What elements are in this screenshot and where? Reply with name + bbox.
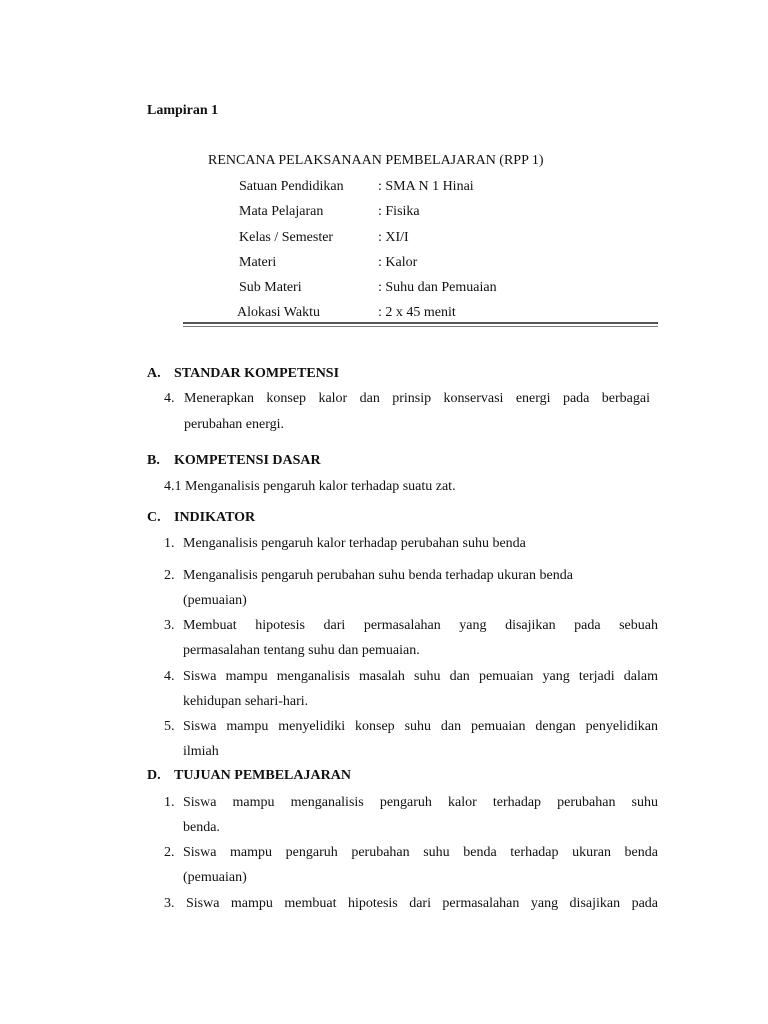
list-item-text-cont: (pemuaian) <box>183 593 247 608</box>
list-item-number: 5. <box>164 719 175 734</box>
list-item-number: 3. <box>164 896 175 911</box>
list-item-text: Menganalisis pengaruh perubahan suhu benda terhadap ukuran benda <box>183 568 573 583</box>
list-item-text: Membuat hipotesis dari permasalahan yang disajikan pada sebuah <box>183 618 658 633</box>
list-item-number: 3. <box>164 618 175 633</box>
section-c-letter: C. <box>147 510 161 525</box>
meta-label-time: Alokasi Waktu <box>237 305 320 320</box>
meta-value-material: : Kalor <box>378 255 418 270</box>
section-b-letter: B. <box>147 453 160 468</box>
list-item-text-cont: ilmiah <box>183 744 219 759</box>
list-item-text: Menganalisis pengaruh kalor terhadap perubahan suhu benda <box>183 536 526 551</box>
list-item-number: 4. <box>164 391 175 406</box>
meta-value-class: : XI/I <box>378 230 409 245</box>
meta-label-subject: Mata Pelajaran <box>239 204 324 219</box>
list-item-text: Siswa mampu menyelidiki konsep suhu dan pemuaian dengan penyelidikan <box>183 719 658 734</box>
list-item-text: Menerapkan konsep kalor dan prinsip konservasi energi pada berbagai <box>184 391 650 406</box>
meta-value-school: : SMA N 1 Hinai <box>378 179 474 194</box>
list-item-number: 4. <box>164 669 175 684</box>
meta-label-material: Materi <box>239 255 277 270</box>
section-b-heading: KOMPETENSI DASAR <box>174 453 321 468</box>
list-item-text-cont: (pemuaian) <box>183 870 247 885</box>
list-item-number: 1. <box>164 536 175 551</box>
section-a-heading: STANDAR KOMPETENSI <box>174 366 340 381</box>
meta-label-class: Kelas / Semester <box>239 230 334 245</box>
section-d-letter: D. <box>147 768 161 783</box>
list-item-number: 2. <box>164 845 175 860</box>
meta-value-submaterial: : Suhu dan Pemuaian <box>378 280 497 295</box>
meta-label-school: Satuan Pendidikan <box>239 179 344 194</box>
meta-label-submaterial: Sub Materi <box>239 280 302 295</box>
list-item-text: 4.1 Menganalisis pengaruh kalor terhadap suatu zat. <box>164 479 456 494</box>
double-rule-bottom <box>183 326 658 327</box>
meta-value-subject: : Fisika <box>378 204 420 219</box>
list-item-text-cont: perubahan energi. <box>184 417 285 432</box>
list-item-text: Siswa mampu menganalisis pengaruh kalor terhadap perubahan suhu <box>183 795 658 810</box>
double-rule-top <box>183 322 658 324</box>
section-c-heading: INDIKATOR <box>174 510 256 525</box>
list-item-number: 1. <box>164 795 175 810</box>
list-item-text-cont: permasalahan tentang suhu dan pemuaian. <box>183 643 420 658</box>
list-item-text-cont: kehidupan sehari-hari. <box>183 694 309 709</box>
document-title: RENCANA PELAKSANAAN PEMBELAJARAN (RPP 1) <box>208 153 544 168</box>
list-item-text: Siswa mampu pengaruh perubahan suhu benda terhadap ukuran benda <box>183 845 658 860</box>
section-d-heading: TUJUAN PEMBELAJARAN <box>174 768 351 783</box>
section-a-letter: A. <box>147 366 161 381</box>
attachment-label: Lampiran 1 <box>147 103 219 118</box>
list-item-number: 2. <box>164 568 175 583</box>
meta-value-time: : 2 x 45 menit <box>378 305 456 320</box>
list-item-text: Siswa mampu membuat hipotesis dari permasalahan yang disajikan pada <box>186 896 658 911</box>
list-item-text-cont: benda. <box>183 820 220 835</box>
list-item-text: Siswa mampu menganalisis masalah suhu dan pemuaian yang terjadi dalam <box>183 669 658 684</box>
